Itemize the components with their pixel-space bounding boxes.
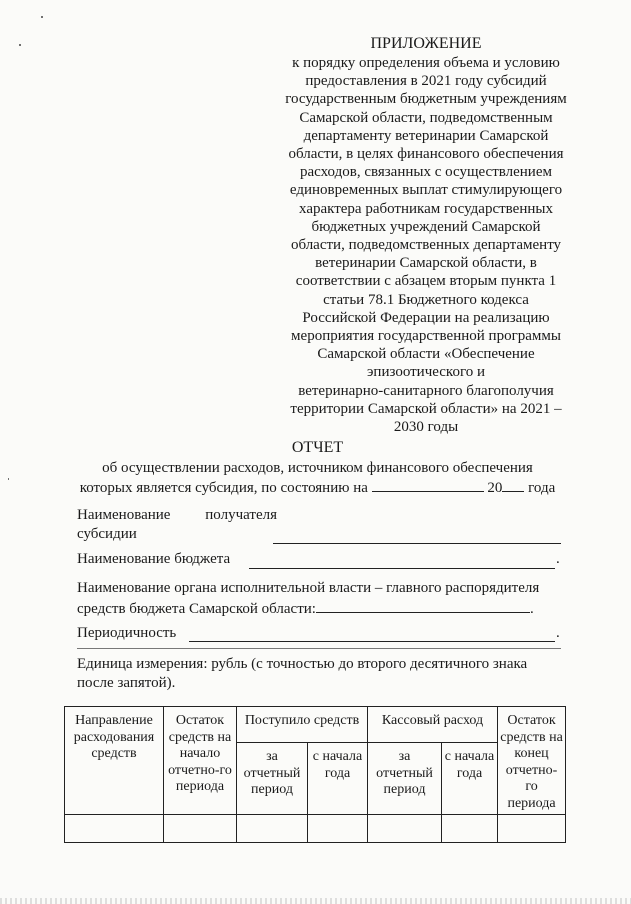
appendix-line: департаменту ветеринарии Самарской bbox=[303, 127, 549, 144]
table-cell[interactable] bbox=[498, 815, 566, 843]
appendix-line: единовременных выплат стимулирующего bbox=[289, 182, 563, 199]
separator-line bbox=[77, 648, 561, 649]
appendix-title: ПРИЛОЖЕНИЕ bbox=[370, 35, 482, 52]
appendix-line: ветеринарно-санитарного благополучия bbox=[298, 382, 554, 399]
scan-speck bbox=[8, 478, 9, 480]
appendix-line: Российской Федерации на реализацию bbox=[302, 309, 550, 326]
table-cell[interactable] bbox=[237, 815, 308, 843]
periodicity-period: . bbox=[556, 625, 560, 641]
header-received-period: за отчетный период bbox=[237, 743, 308, 815]
report-subtitle bbox=[60, 459, 575, 497]
report-year-suffix: года bbox=[528, 480, 556, 496]
table-cell[interactable] bbox=[368, 815, 442, 843]
report-date-label: которых является субсидия, по состоянию на bbox=[79, 480, 368, 496]
budget-period: . bbox=[556, 551, 560, 567]
header-cash-year: с начала года bbox=[442, 743, 498, 815]
scan-speck bbox=[19, 44, 21, 46]
table-cell[interactable] bbox=[442, 815, 498, 843]
recipient-label-line2: субсидии bbox=[77, 526, 137, 542]
periodicity-label: Периодичность bbox=[77, 625, 177, 641]
authority-line2: средств бюджета Самарской области: . bbox=[77, 598, 572, 619]
appendix-line: ветеринарии Самарской области, в bbox=[315, 255, 537, 272]
budget-field bbox=[77, 550, 567, 569]
appendix-line: эпизоотического и bbox=[366, 364, 486, 381]
appendix-line: к порядку определения объема и условию bbox=[292, 55, 560, 71]
appendix-line: расходов, связанных с осуществлением bbox=[299, 164, 552, 181]
table-cell[interactable] bbox=[164, 815, 237, 843]
authority-line1: Наименование органа исполнительной власти – главного распорядителя bbox=[77, 580, 540, 596]
unit-field bbox=[77, 655, 561, 693]
appendix-line: 2030 годы bbox=[393, 419, 459, 436]
header-cash-period: за отчетный период bbox=[368, 743, 442, 815]
table-cell[interactable] bbox=[308, 815, 368, 843]
scan-edge bbox=[0, 898, 631, 904]
report-table bbox=[64, 706, 566, 843]
header-balance-start: Остаток средств на начало отчетно-го периода bbox=[164, 707, 237, 815]
header-received-year: с начала года bbox=[308, 743, 368, 815]
appendix-block bbox=[268, 34, 584, 436]
report-title: ОТЧЕТ bbox=[291, 439, 344, 456]
table-cell[interactable] bbox=[65, 815, 164, 843]
header-received: Поступило средств bbox=[237, 707, 368, 743]
header-direction: Направление расходования средств bbox=[65, 707, 164, 815]
recipient-label-line1: Наименование получателя bbox=[77, 507, 277, 523]
unit-line2: после запятой). bbox=[77, 675, 176, 691]
budget-label: Наименование бюджета bbox=[77, 551, 231, 567]
appendix-line: области, подведомственных департаменту bbox=[290, 237, 562, 254]
budget-blank[interactable] bbox=[249, 568, 555, 569]
appendix-line: характера работникам государственных bbox=[299, 200, 553, 217]
report-subtitle-line2 bbox=[60, 477, 575, 497]
appendix-line: территории Самарской области» на 2021 – bbox=[290, 400, 562, 417]
header-cash-expense: Кассовый расход bbox=[368, 707, 498, 743]
unit-line1: Единица измерения: рубль (с точностью до второго десятичного знака bbox=[77, 656, 528, 672]
report-date-blank[interactable] bbox=[372, 477, 484, 492]
report-subtitle-line1: об осуществлении расходов, источником финансового обеспечения bbox=[102, 460, 533, 476]
appendix-line: бюджетных учреждений Самарской bbox=[311, 218, 541, 235]
appendix-line: области, в целях финансового обеспечения bbox=[288, 146, 564, 163]
appendix-line: государственным бюджетным учреждениям bbox=[285, 91, 567, 108]
appendix-line: Самарской области «Обеспечение bbox=[317, 346, 535, 363]
appendix-line: соответствии с абзацем вторым пункта 1 bbox=[295, 273, 557, 290]
appendix-line: Самарской области, подведомственным bbox=[299, 109, 553, 126]
header-balance-end: Остаток средств на конец отчетно-го периода bbox=[498, 707, 566, 815]
appendix-line: предоставления в 2021 году субсидий bbox=[305, 73, 547, 90]
authority-blank[interactable] bbox=[316, 598, 530, 613]
scan-speck bbox=[41, 16, 43, 18]
appendix-line: статьи 78.1 Бюджетного кодекса bbox=[323, 291, 529, 308]
appendix-line: мероприятия государственной программы bbox=[291, 328, 561, 345]
recipient-blank[interactable] bbox=[273, 543, 561, 544]
report-year-blank[interactable] bbox=[502, 477, 524, 492]
authority-field bbox=[77, 579, 572, 619]
report-year-prefix: 20 bbox=[487, 480, 503, 496]
recipient-label bbox=[77, 506, 277, 544]
periodicity-blank[interactable] bbox=[189, 641, 555, 642]
